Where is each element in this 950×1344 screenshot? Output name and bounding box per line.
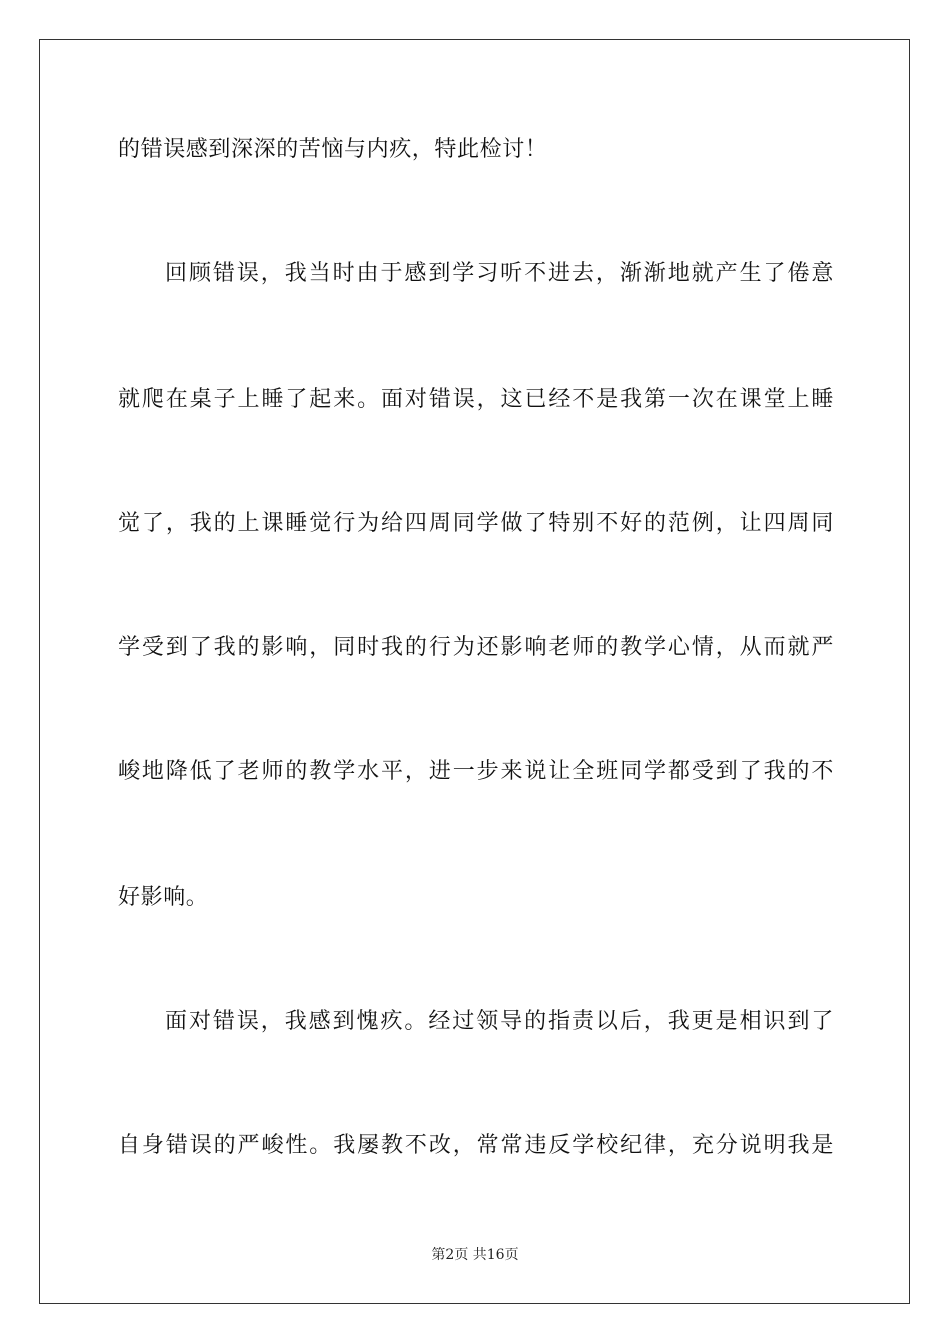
text-line-4: 觉了，我的上课睡觉行为给四周同学做了特别不好的范例，让四周同 [118,511,834,536]
text-line-6: 峻地降低了老师的教学水平，进一步来说让全班同学都受到了我的不 [118,759,834,784]
page-footer: 第2页 共16页 [431,1247,519,1263]
text-line-1: 的错误感到深深的苦恼与内疚，特此检讨！ [118,137,548,162]
text-line-2: 回顾错误，我当时由于感到学习听不进去，渐渐地就产生了倦意 [165,261,834,286]
text-line-5: 学受到了我的影响，同时我的行为还影响老师的教学心情，从而就严 [118,635,834,660]
text-line-9: 自身错误的严峻性。我屡教不改，常常违反学校纪律，充分说明我是 [118,1133,834,1158]
text-line-7: 好影响。 [118,885,209,910]
text-line-3: 就爬在桌子上睡了起来。面对错误，这已经不是我第一次在课堂上睡 [118,387,834,412]
text-line-8: 面对错误，我感到愧疚。经过领导的指责以后，我更是相识到了 [165,1009,834,1034]
page-border [39,39,910,1304]
